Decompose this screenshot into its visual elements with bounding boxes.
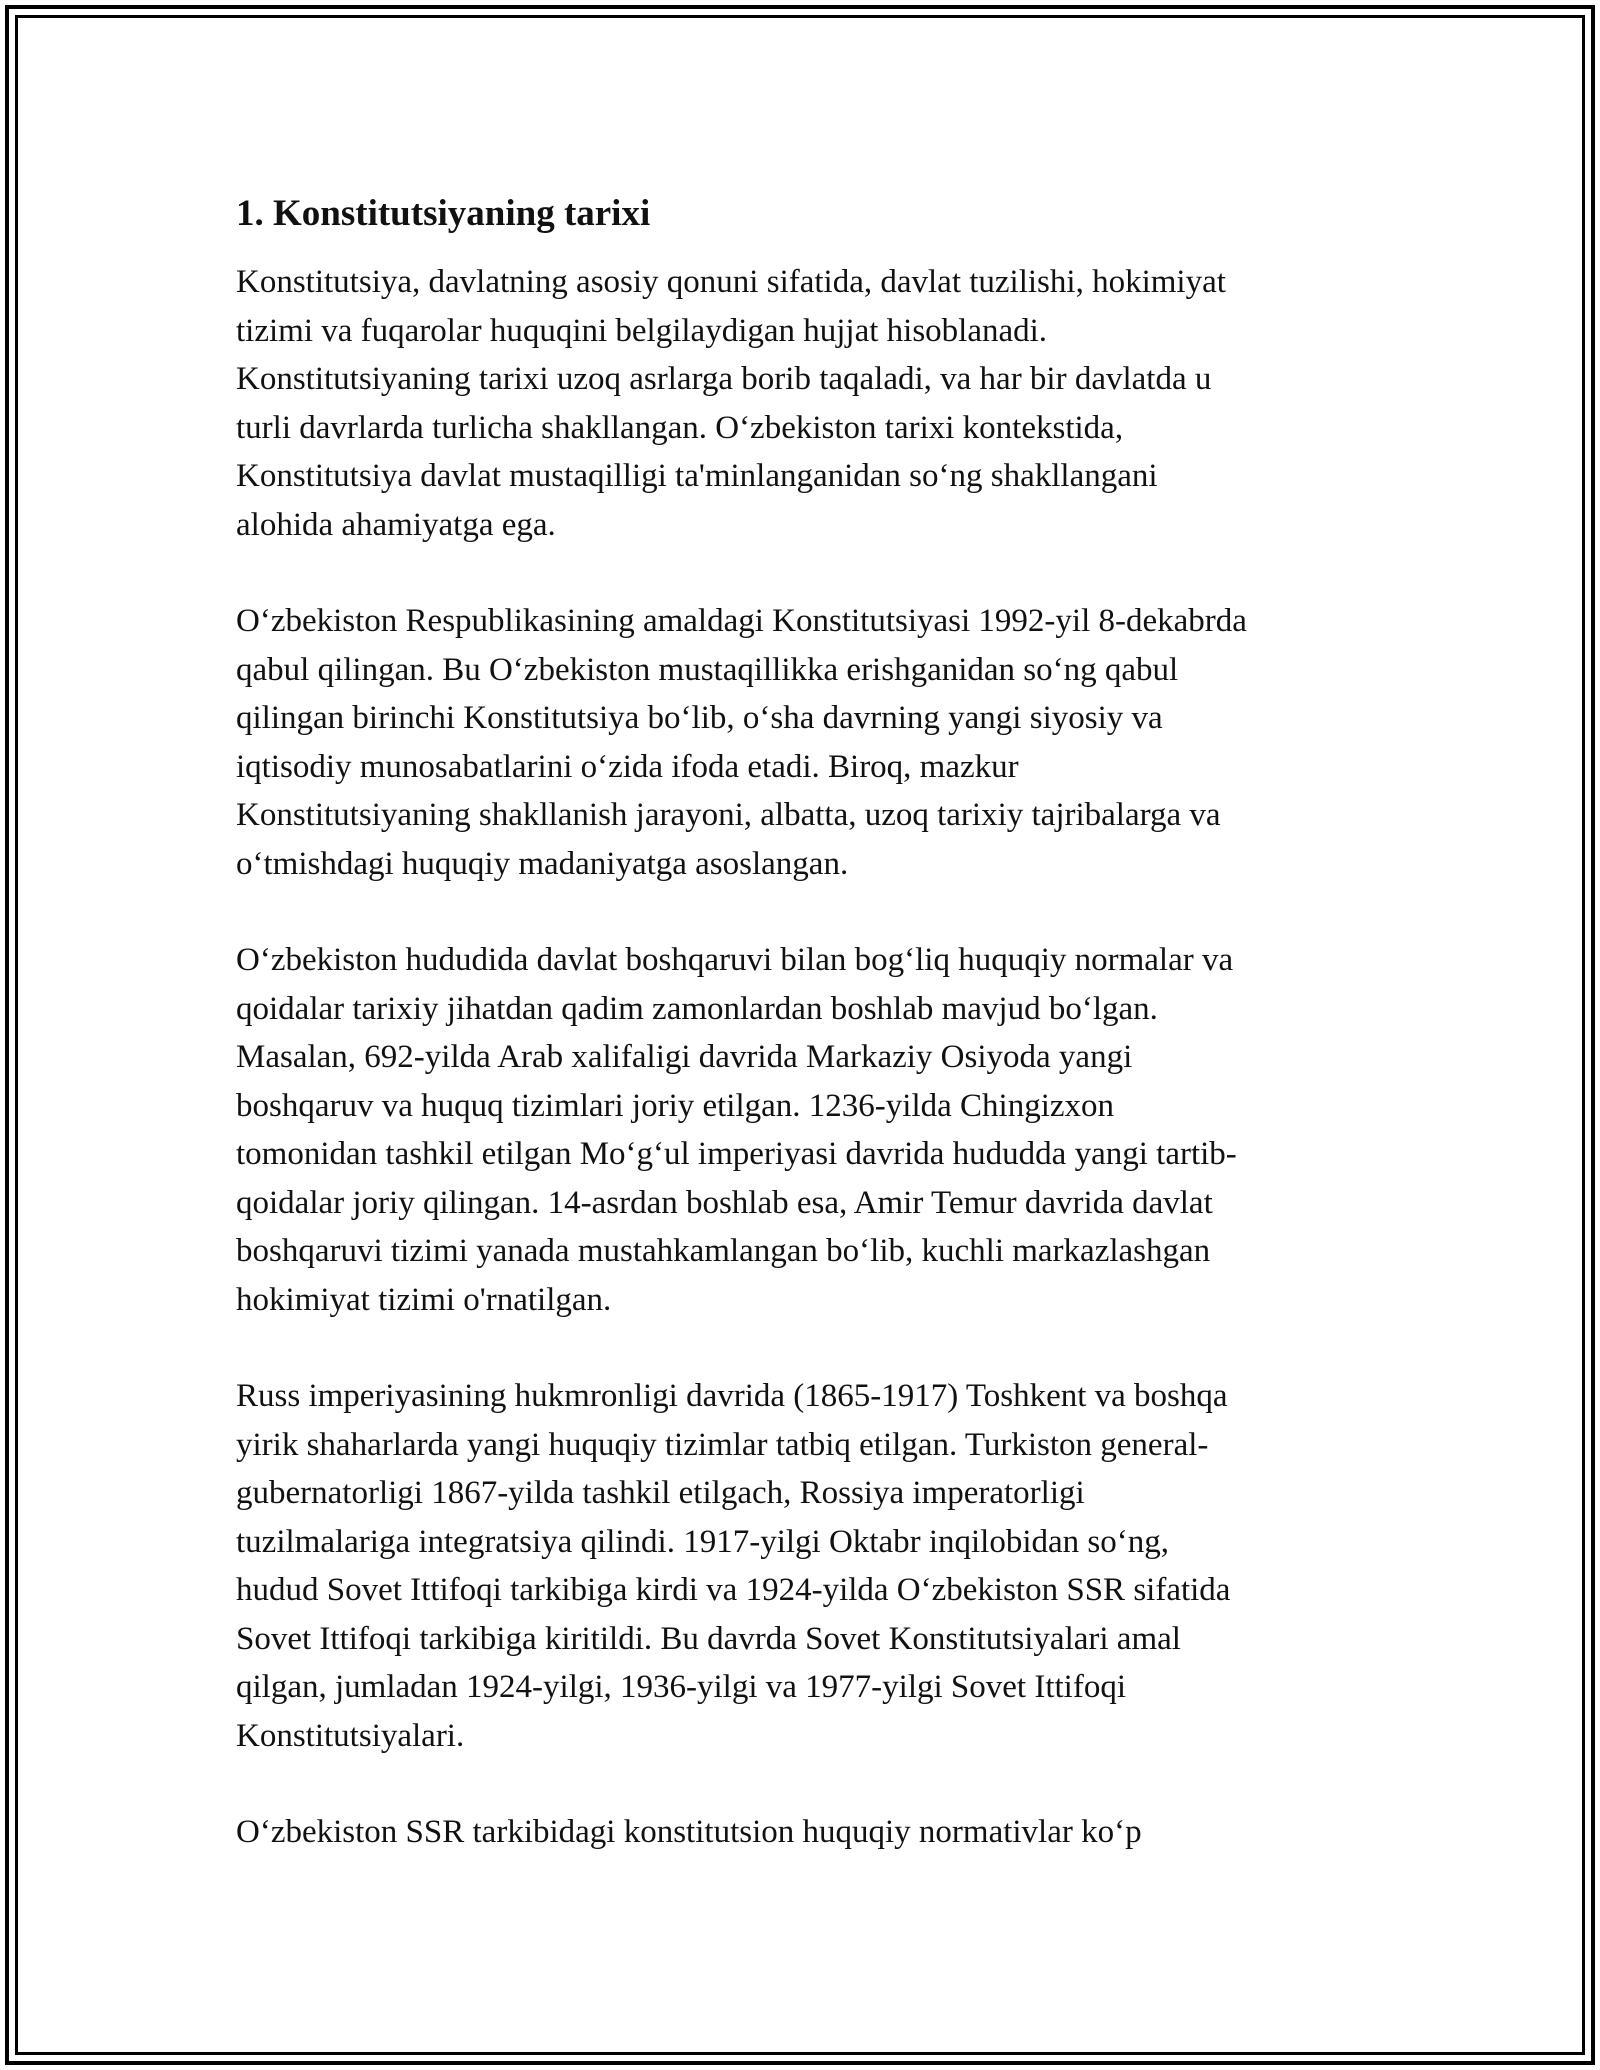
text-line: tomonidan tashkil etilgan Mo‘g‘ul imperiyasi davrida hududda yangi tartib- (236, 1136, 1237, 1172)
text-line: qabul qilingan. Bu O‘zbekiston mustaqillikka erishganidan so‘ng qabul (236, 651, 1179, 688)
text-line: Masalan, 692-yilda Arab xalifaligi davrida Markaziy Osiyoda yangi (236, 1039, 1133, 1075)
text-line: tuzilmalariga integratsiya qilindi. 1917-yilgi Oktabr inqilobidan so‘ng, (236, 1523, 1169, 1560)
text-line: Konstitutsiyaning shakllanish jarayoni, albatta, uzoq tarixiy tajribalarga va (236, 797, 1221, 833)
text-line: Russ imperiyasining hukmronligi davrida (1865-1917) Toshkent va boshqa (236, 1378, 1228, 1414)
text-line: Konstitutsiyaning tarixi uzoq asrlarga borib taqaladi, va har bir davlatda u (236, 361, 1212, 397)
text-line: turli davrlarda turlicha shakllangan. O‘zbekiston tarixi kontekstida, (236, 409, 1124, 446)
paragraph-3 (236, 936, 1364, 1324)
text-line: boshqaruvi tizimi yanada mustahkamlangan bo‘lib, kuchli markazlashgan (236, 1233, 1211, 1269)
text-line: hokimiyat tizimi o'rnatilgan. (236, 1281, 612, 1318)
text-line: Konstitutsiya davlat mustaqilligi ta'minlanganidan so‘ng shakllangani (236, 458, 1158, 494)
section-heading: 1. Konstitutsiyaning tarixi (236, 193, 651, 234)
text-line: iqtisodiy munosabatlarini o‘zida ifoda etadi. Biroq, mazkur (236, 748, 1019, 785)
text-line: O‘zbekiston SSR tarkibidagi konstitutsion huquqiy normativlar ko‘p (236, 1814, 1142, 1850)
text-line: o‘tmishdagi huquqiy madaniyatga asoslangan. (236, 845, 849, 882)
document-body (236, 190, 1364, 1905)
text-line: qilgan, jumladan 1924-yilgi, 1936-yilgi va 1977-yilgi Sovet Ittifoqi (236, 1669, 1126, 1705)
text-line: Konstitutsiyalari. (236, 1717, 465, 1754)
text-line: hudud Sovet Ittifoqi tarkibiga kirdi va 1924-yilda O‘zbekiston SSR sifatida (236, 1572, 1231, 1608)
paragraph-5 (236, 1808, 1364, 1857)
text-line: yirik shaharlarda yangi huquqiy tizimlar tatbiq etilgan. Turkiston general- (236, 1426, 1209, 1463)
text-line: qilingan birinchi Konstitutsiya bo‘lib, o‘sha davrning yangi siyosiy va (236, 700, 1163, 736)
text-line: alohida ahamiyatga ega. (236, 506, 556, 543)
text-line: qoidalar tarixiy jihatdan qadim zamonlardan boshlab mavjud bo‘lgan. (236, 990, 1158, 1027)
text-line: boshqaruv va huquq tizimlari joriy etilgan. 1236-yilda Chingizxon (236, 1087, 1115, 1124)
text-line: O‘zbekiston Respublikasining amaldagi Konstitutsiyasi 1992-yil 8-dekabrda (236, 603, 1247, 639)
text-line: Konstitutsiya, davlatning asosiy qonuni sifatida, davlat tuzilishi, hokimiyat (236, 264, 1226, 300)
text-line: tizimi va fuqarolar huquqini belgilaydigan hujjat hisoblanadi. (236, 312, 1048, 349)
paragraph-1 (236, 258, 1364, 549)
text-line: qoidalar joriy qilingan. 14-asrdan boshlab esa, Amir Temur davrida davlat (236, 1184, 1213, 1221)
paragraph-2 (236, 597, 1364, 888)
text-line: Sovet Ittifoqi tarkibiga kiritildi. Bu davrda Sovet Konstitutsiyalari amal (236, 1620, 1181, 1657)
text-line: gubernatorligi 1867-yilda tashkil etilgach, Rossiya imperatorligi (236, 1475, 1085, 1511)
text-line: O‘zbekiston hududida davlat boshqaruvi bilan bog‘liq huquqiy normalar va (236, 942, 1234, 978)
paragraph-4 (236, 1372, 1364, 1760)
